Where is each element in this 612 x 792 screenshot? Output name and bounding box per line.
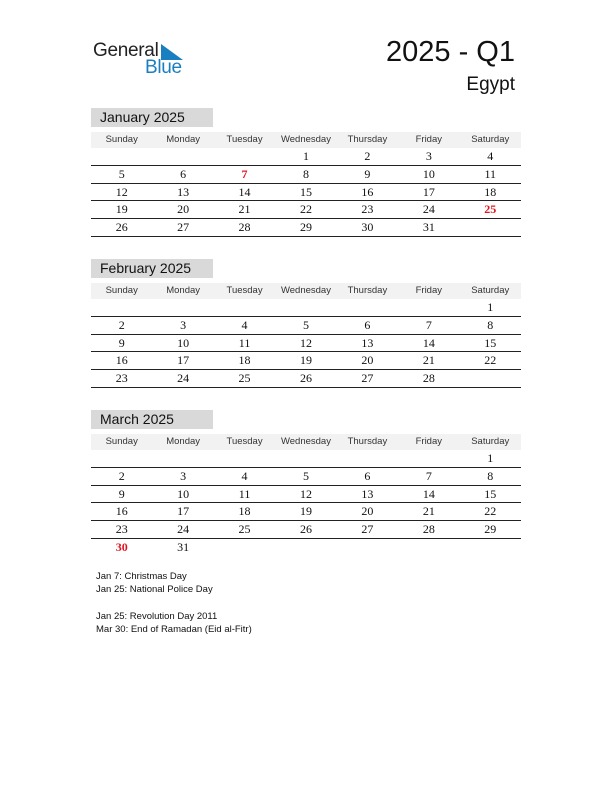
day-cell: 29	[484, 522, 497, 537]
weekday-label: Friday	[415, 285, 443, 296]
day-cell: 4	[241, 317, 248, 332]
day-cell: 17	[177, 353, 190, 368]
day-cell: 10	[177, 486, 190, 501]
day-cell: 16	[115, 504, 128, 519]
day-cell: 7	[241, 166, 248, 181]
weekday-label: Saturday	[471, 134, 510, 145]
day-cell: 27	[361, 371, 374, 386]
week-row	[91, 503, 521, 521]
day-cell: 13	[177, 184, 190, 199]
day-cell	[337, 450, 398, 467]
day-cell: 14	[238, 184, 251, 199]
day-cell: 15	[484, 335, 497, 350]
day-cell: 11	[484, 166, 497, 181]
week-row	[91, 219, 521, 237]
day-cell: 28	[422, 522, 435, 537]
day-cell: 30	[361, 220, 374, 235]
month-label: February 2025	[91, 259, 213, 278]
day-cell: 4	[487, 149, 494, 163]
day-cell: 25	[238, 522, 251, 537]
day-cell: 10	[422, 166, 435, 181]
weekday-label: Tuesday	[226, 134, 263, 145]
day-cell	[214, 299, 275, 316]
country-name: Egypt	[466, 74, 515, 95]
day-cell	[398, 450, 459, 467]
day-cell: 19	[115, 202, 128, 217]
day-cell: 20	[177, 202, 190, 217]
day-cell: 27	[361, 522, 374, 537]
weekday-label: Friday	[415, 436, 443, 447]
generalblue-logo	[93, 40, 193, 80]
weekday-label: Sunday	[105, 285, 138, 296]
month-calendar	[91, 108, 521, 237]
week-row	[91, 370, 521, 388]
day-cell: 12	[299, 486, 312, 501]
day-cell: 24	[177, 522, 190, 537]
month-label: January 2025	[91, 108, 213, 127]
day-cell: 18	[238, 504, 251, 519]
day-cell: 16	[361, 184, 374, 199]
day-cell: 26	[299, 522, 312, 537]
day-cell: 1	[487, 300, 494, 314]
week-row	[91, 450, 521, 468]
day-cell: 11	[238, 486, 251, 501]
week-row	[91, 539, 521, 556]
week-row	[91, 486, 521, 504]
week-row	[91, 299, 521, 317]
day-cell: 7	[425, 317, 432, 332]
day-cell: 3	[425, 149, 432, 163]
day-cell: 26	[115, 220, 128, 235]
day-cell	[337, 539, 398, 556]
day-cell: 9	[118, 486, 125, 501]
day-cell: 14	[422, 486, 435, 501]
day-cell: 8	[487, 317, 494, 332]
day-cell: 10	[177, 335, 190, 350]
day-cell: 27	[177, 220, 190, 235]
day-cell: 2	[118, 468, 125, 483]
day-cell: 25	[484, 202, 497, 217]
day-cell: 20	[361, 353, 374, 368]
weekday-label: Sunday	[105, 134, 138, 145]
day-cell	[214, 539, 275, 556]
weekday-label: Sunday	[105, 436, 138, 447]
holiday-note: Jan 25: National Police Day	[96, 584, 213, 595]
week-row	[91, 201, 521, 219]
day-cell: 15	[299, 184, 312, 199]
week-row	[91, 521, 521, 539]
day-cell: 5	[302, 468, 309, 483]
weekday-label: Monday	[166, 285, 201, 296]
logo-word-blue: Blue	[145, 57, 182, 78]
day-cell: 9	[118, 335, 125, 350]
week-row	[91, 352, 521, 370]
day-cell: 21	[238, 202, 251, 217]
day-cell: 31	[177, 539, 190, 554]
day-cell: 13	[361, 335, 374, 350]
weekday-label: Wednesday	[280, 436, 331, 447]
day-cell: 6	[364, 317, 371, 332]
quarter-title: 2025 - Q1	[386, 36, 515, 68]
day-cell: 12	[299, 335, 312, 350]
logo-word-general: General	[93, 40, 159, 61]
day-cell: 17	[422, 184, 435, 199]
day-cell	[398, 539, 459, 556]
weekday-label: Friday	[415, 134, 443, 145]
day-cell: 31	[422, 220, 435, 235]
day-cell: 21	[422, 353, 435, 368]
weekday-label: Saturday	[471, 285, 510, 296]
day-cell: 3	[180, 317, 187, 332]
holiday-note: Jan 7: Christmas Day	[96, 571, 187, 582]
day-cell	[152, 148, 213, 165]
month-calendar	[91, 410, 521, 556]
day-cell	[152, 299, 213, 316]
week-row	[91, 317, 521, 335]
day-cell: 11	[238, 335, 251, 350]
day-cell: 18	[484, 184, 497, 199]
day-cell	[91, 450, 152, 467]
day-cell: 8	[302, 166, 309, 181]
day-cell	[214, 450, 275, 467]
day-cell: 25	[238, 371, 251, 386]
day-cell: 21	[422, 504, 435, 519]
day-cell: 19	[299, 353, 312, 368]
day-cell: 28	[238, 220, 251, 235]
week-row	[91, 335, 521, 353]
day-cell: 2	[364, 149, 371, 163]
weekday-label: Saturday	[471, 436, 510, 447]
day-cell: 4	[241, 468, 248, 483]
day-cell: 9	[364, 166, 371, 181]
day-cell: 22	[484, 504, 497, 519]
weekday-label: Monday	[166, 436, 201, 447]
day-cell: 24	[422, 202, 435, 217]
day-cell: 22	[299, 202, 312, 217]
day-cell: 1	[302, 149, 309, 163]
day-cell: 22	[484, 353, 497, 368]
day-cell: 12	[115, 184, 128, 199]
day-cell	[91, 299, 152, 316]
week-row	[91, 148, 521, 166]
day-cell: 17	[177, 504, 190, 519]
day-cell	[460, 219, 521, 236]
day-cell: 3	[180, 468, 187, 483]
day-cell: 23	[115, 522, 128, 537]
day-cell: 30	[115, 539, 128, 554]
week-row	[91, 468, 521, 486]
holiday-notes	[96, 570, 252, 636]
day-cell	[398, 299, 459, 316]
day-cell: 15	[484, 486, 497, 501]
day-cell	[460, 539, 521, 556]
weekday-header	[91, 132, 521, 148]
day-cell	[337, 299, 398, 316]
day-cell: 8	[487, 468, 494, 483]
weekday-label: Wednesday	[280, 134, 331, 145]
day-cell: 13	[361, 486, 374, 501]
weekday-label: Monday	[166, 134, 201, 145]
weekday-label: Thursday	[347, 436, 388, 447]
weekday-label: Tuesday	[226, 436, 263, 447]
weekday-label: Tuesday	[226, 285, 263, 296]
holiday-note: Jan 25: Revolution Day 2011	[96, 611, 218, 622]
day-cell	[214, 148, 275, 165]
weekday-header	[91, 283, 521, 299]
weekday-header	[91, 434, 521, 450]
week-row	[91, 166, 521, 184]
day-cell: 7	[425, 468, 432, 483]
day-cell	[275, 299, 336, 316]
day-cell	[460, 370, 521, 387]
day-cell: 24	[177, 371, 190, 386]
weekday-label: Wednesday	[280, 285, 331, 296]
day-cell: 26	[299, 371, 312, 386]
day-cell: 14	[422, 335, 435, 350]
day-cell: 5	[302, 317, 309, 332]
day-cell: 6	[180, 166, 187, 181]
day-cell: 28	[422, 371, 435, 386]
day-cell	[275, 539, 336, 556]
day-cell	[152, 450, 213, 467]
day-cell: 23	[115, 371, 128, 386]
day-cell: 19	[299, 504, 312, 519]
day-cell: 6	[364, 468, 371, 483]
day-cell: 5	[118, 166, 125, 181]
day-cell: 16	[115, 353, 128, 368]
day-cell: 29	[299, 220, 312, 235]
week-row	[91, 184, 521, 202]
day-cell: 23	[361, 202, 374, 217]
holiday-note: Mar 30: End of Ramadan (Eid al-Fitr)	[96, 624, 252, 635]
day-cell: 1	[487, 451, 494, 465]
month-calendar	[91, 259, 521, 388]
weekday-label: Thursday	[347, 134, 388, 145]
day-cell	[91, 148, 152, 165]
day-cell: 18	[238, 353, 251, 368]
day-cell: 2	[118, 317, 125, 332]
weekday-label: Thursday	[347, 285, 388, 296]
month-label: March 2025	[91, 410, 213, 429]
day-cell: 20	[361, 504, 374, 519]
day-cell	[275, 450, 336, 467]
